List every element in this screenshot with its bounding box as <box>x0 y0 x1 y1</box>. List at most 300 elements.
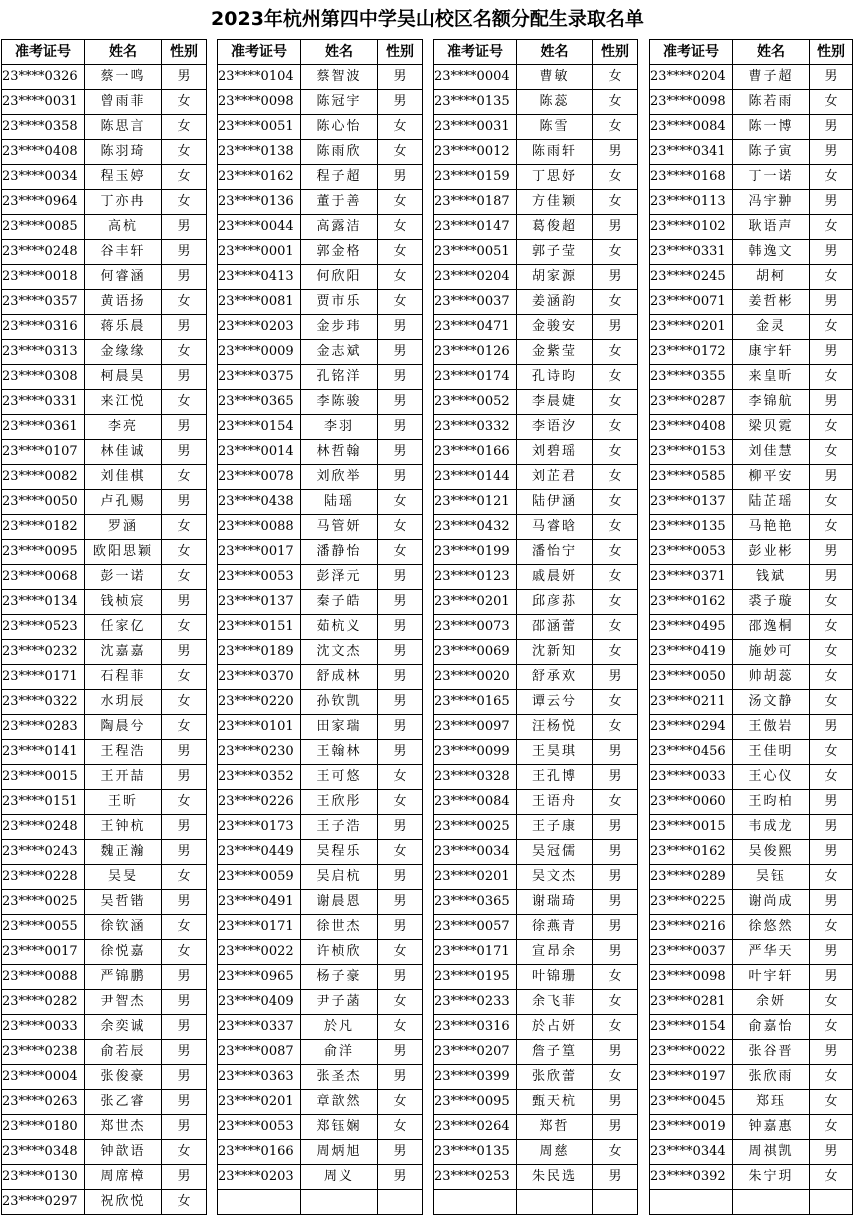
exam-id-cell: 23****0025 <box>2 890 85 915</box>
table-row <box>650 215 853 240</box>
table-row <box>2 1090 207 1115</box>
name-cell: 陈思言 <box>85 115 162 140</box>
header-gender: 性别 <box>593 40 638 65</box>
gender-cell: 女 <box>593 190 638 215</box>
table-row <box>650 1040 853 1065</box>
header-name: 姓名 <box>517 40 593 65</box>
name-cell: 魏正瀚 <box>85 840 162 865</box>
table-row <box>650 765 853 790</box>
exam-id-cell: 23****0033 <box>650 765 733 790</box>
gender-cell: 男 <box>378 1140 423 1165</box>
table-row <box>434 340 638 365</box>
exam-id-cell: 23****0085 <box>2 215 85 240</box>
table-row <box>650 640 853 665</box>
table-row <box>218 815 423 840</box>
name-cell: 李陈骏 <box>301 390 378 415</box>
table-row <box>218 940 423 965</box>
table-row <box>2 1140 207 1165</box>
gender-cell: 男 <box>162 590 207 615</box>
name-cell: 严华天 <box>733 940 810 965</box>
exam-id-cell: 23****0313 <box>2 340 85 365</box>
gender-cell: 男 <box>162 1165 207 1190</box>
table-row <box>2 390 207 415</box>
table-row <box>2 490 207 515</box>
gender-cell: 男 <box>378 415 423 440</box>
exam-id-cell: 23****0216 <box>650 915 733 940</box>
table-row <box>2 1190 207 1215</box>
gender-cell: 女 <box>378 940 423 965</box>
name-cell: 於占妍 <box>517 1015 593 1040</box>
table-row <box>650 940 853 965</box>
gender-cell: 女 <box>162 340 207 365</box>
table-row <box>2 665 207 690</box>
table-row <box>434 515 638 540</box>
gender-cell: 女 <box>378 290 423 315</box>
exam-id-cell: 23****0154 <box>218 415 301 440</box>
table-row <box>218 1065 423 1090</box>
name-cell: 王语舟 <box>517 790 593 815</box>
table-row <box>2 565 207 590</box>
gender-cell: 女 <box>593 690 638 715</box>
gender-cell: 男 <box>810 790 853 815</box>
name-cell: 叶宇轩 <box>733 965 810 990</box>
exam-id-cell: 23****0053 <box>218 565 301 590</box>
exam-id-cell: 23****0017 <box>2 940 85 965</box>
gender-cell: 男 <box>162 640 207 665</box>
exam-id-cell: 23****0088 <box>218 515 301 540</box>
exam-id-cell: 23****0297 <box>2 1190 85 1215</box>
exam-id-cell: 23****0044 <box>218 215 301 240</box>
name-cell: 周席樟 <box>85 1165 162 1190</box>
table-row <box>2 940 207 965</box>
name-cell: 李亮 <box>85 415 162 440</box>
header-gender: 性别 <box>162 40 207 65</box>
name-cell: 姜哲彬 <box>733 290 810 315</box>
gender-cell: 男 <box>162 415 207 440</box>
name-cell: 丁亦冉 <box>85 190 162 215</box>
name-cell: 杨子豪 <box>301 965 378 990</box>
exam-id-cell: 23****0965 <box>218 965 301 990</box>
name-cell: 彭业彬 <box>733 540 810 565</box>
name-cell: 耿语声 <box>733 215 810 240</box>
gender-cell: 男 <box>593 890 638 915</box>
exam-id-cell: 23****0078 <box>218 465 301 490</box>
name-cell: 程子超 <box>301 165 378 190</box>
name-cell: 吴文杰 <box>517 865 593 890</box>
table-row <box>434 290 638 315</box>
table-row <box>2 1115 207 1140</box>
header-exam-id: 准考证号 <box>650 40 733 65</box>
name-cell: 谷丰轩 <box>85 240 162 265</box>
exam-id-cell: 23****0107 <box>2 440 85 465</box>
roster-table-4 <box>649 39 853 1215</box>
table-row <box>2 590 207 615</box>
exam-id-cell: 23****0144 <box>434 465 517 490</box>
name-cell: 沈新知 <box>517 640 593 665</box>
name-cell: 徐燕青 <box>517 915 593 940</box>
exam-id-cell: 23****0189 <box>218 640 301 665</box>
exam-id-cell: 23****0012 <box>434 140 517 165</box>
table-row <box>434 1015 638 1040</box>
table-row <box>650 390 853 415</box>
exam-id-cell: 23****0471 <box>434 315 517 340</box>
gender-cell: 女 <box>593 965 638 990</box>
exam-id-cell: 23****0201 <box>650 315 733 340</box>
name-cell: 彭泽元 <box>301 565 378 590</box>
table-row <box>218 1140 423 1165</box>
gender-cell: 女 <box>593 390 638 415</box>
exam-id-cell: 23****0102 <box>650 215 733 240</box>
table-row <box>2 165 207 190</box>
exam-id-cell: 23****0135 <box>650 515 733 540</box>
table-row <box>650 615 853 640</box>
gender-cell: 男 <box>810 115 853 140</box>
table-row <box>218 415 423 440</box>
gender-cell: 男 <box>162 740 207 765</box>
table-row <box>2 265 207 290</box>
gender-cell: 女 <box>162 865 207 890</box>
table-row <box>2 440 207 465</box>
name-cell: 王程浩 <box>85 740 162 765</box>
exam-id-cell: 23****0095 <box>434 1090 517 1115</box>
name-cell: 叶锦珊 <box>517 965 593 990</box>
name-cell: 陈羽琦 <box>85 140 162 165</box>
gender-cell: 男 <box>810 190 853 215</box>
gender-cell: 男 <box>162 490 207 515</box>
name-cell: 丁一诺 <box>733 165 810 190</box>
gender-cell: 男 <box>810 340 853 365</box>
gender-cell: 女 <box>810 365 853 390</box>
header-name: 姓名 <box>733 40 810 65</box>
name-cell: 裘子璇 <box>733 590 810 615</box>
exam-id-cell: 23****0225 <box>650 890 733 915</box>
gender-cell: 男 <box>810 815 853 840</box>
name-cell: 郭金格 <box>301 240 378 265</box>
gender-cell: 女 <box>593 1015 638 1040</box>
table-row <box>650 1190 853 1215</box>
name-cell: 蔡智波 <box>301 65 378 90</box>
table-row <box>434 590 638 615</box>
exam-id-cell: 23****0147 <box>434 215 517 240</box>
name-cell: 方佳颖 <box>517 190 593 215</box>
table-row <box>650 1165 853 1190</box>
name-cell: 甄天杭 <box>517 1090 593 1115</box>
table-row <box>218 315 423 340</box>
table-row <box>218 65 423 90</box>
table-row <box>2 865 207 890</box>
exam-id-cell: 23****0022 <box>650 1040 733 1065</box>
table-row <box>434 190 638 215</box>
name-cell: 高杭 <box>85 215 162 240</box>
name-cell: 周慈 <box>517 1140 593 1165</box>
exam-id-cell: 23****0033 <box>2 1015 85 1040</box>
name-cell: 沈嘉嘉 <box>85 640 162 665</box>
name-cell: 陈子寅 <box>733 140 810 165</box>
gender-cell: 男 <box>810 290 853 315</box>
exam-id-cell: 23****0009 <box>218 340 301 365</box>
table-row <box>218 340 423 365</box>
gender-cell: 女 <box>810 315 853 340</box>
gender-cell: 男 <box>378 915 423 940</box>
gender-cell: 女 <box>378 115 423 140</box>
gender-cell: 男 <box>162 1115 207 1140</box>
gender-cell: 男 <box>162 1090 207 1115</box>
roster-body <box>2 65 207 1215</box>
table-row <box>434 1165 638 1190</box>
name-cell: 尹子菡 <box>301 990 378 1015</box>
name-cell: 刘佳慧 <box>733 440 810 465</box>
name-cell: 王钟杭 <box>85 815 162 840</box>
exam-id-cell: 23****0456 <box>650 740 733 765</box>
gender-cell: 男 <box>378 65 423 90</box>
exam-id-cell: 23****0370 <box>218 665 301 690</box>
table-row <box>650 290 853 315</box>
exam-id-cell: 23****0331 <box>2 390 85 415</box>
exam-id-cell: 23****0050 <box>650 665 733 690</box>
table-row <box>2 990 207 1015</box>
table-row <box>218 1040 423 1065</box>
gender-cell: 女 <box>810 515 853 540</box>
exam-id-cell: 23****0358 <box>2 115 85 140</box>
exam-id-cell: 23****0073 <box>434 615 517 640</box>
gender-cell: 男 <box>593 740 638 765</box>
name-cell: 郑珏 <box>733 1090 810 1115</box>
table-row <box>2 140 207 165</box>
header-exam-id: 准考证号 <box>434 40 517 65</box>
name-cell: 吴哲锴 <box>85 890 162 915</box>
gender-cell: 男 <box>593 815 638 840</box>
name-cell: 孔铭洋 <box>301 365 378 390</box>
gender-cell: 男 <box>810 65 853 90</box>
table-row <box>434 1140 638 1165</box>
table-row <box>650 1115 853 1140</box>
name-cell: 陈雨欣 <box>301 140 378 165</box>
exam-id-cell: 23****0361 <box>2 415 85 440</box>
gender-cell: 女 <box>593 715 638 740</box>
gender-cell: 男 <box>162 215 207 240</box>
gender-cell: 男 <box>378 715 423 740</box>
header-name: 姓名 <box>301 40 378 65</box>
table-row <box>434 815 638 840</box>
gender-cell <box>593 1190 638 1215</box>
name-cell: 王孔博 <box>517 765 593 790</box>
table-row <box>434 640 638 665</box>
table-row <box>650 140 853 165</box>
name-cell: 黄语扬 <box>85 290 162 315</box>
gender-cell: 女 <box>378 515 423 540</box>
table-row <box>434 740 638 765</box>
name-cell: 吴旻 <box>85 865 162 890</box>
table-row <box>434 215 638 240</box>
table-row <box>434 415 638 440</box>
table-row <box>2 215 207 240</box>
gender-cell: 女 <box>162 515 207 540</box>
exam-id-cell: 23****0203 <box>218 1165 301 1190</box>
gender-cell: 女 <box>810 1165 853 1190</box>
table-row <box>2 890 207 915</box>
gender-cell: 男 <box>810 965 853 990</box>
name-cell: 朱民选 <box>517 1165 593 1190</box>
exam-id-cell: 23****0095 <box>2 540 85 565</box>
exam-id-cell: 23****0068 <box>2 565 85 590</box>
exam-id-cell: 23****0060 <box>650 790 733 815</box>
exam-id-cell: 23****0052 <box>434 390 517 415</box>
name-cell: 谢尚成 <box>733 890 810 915</box>
name-cell: 罗涵 <box>85 515 162 540</box>
gender-cell: 男 <box>378 690 423 715</box>
table-row <box>650 490 853 515</box>
table-row <box>2 540 207 565</box>
name-cell: 严锦鹏 <box>85 965 162 990</box>
name-cell: 任家亿 <box>85 615 162 640</box>
table-row <box>650 665 853 690</box>
name-cell: 徐悦嘉 <box>85 940 162 965</box>
gender-cell: 女 <box>378 140 423 165</box>
exam-id-cell: 23****0294 <box>650 715 733 740</box>
gender-cell: 女 <box>378 265 423 290</box>
name-cell: 徐世杰 <box>301 915 378 940</box>
gender-cell: 男 <box>593 215 638 240</box>
table-row <box>2 765 207 790</box>
exam-id-cell: 23****0059 <box>218 865 301 890</box>
gender-cell: 男 <box>378 615 423 640</box>
table-row <box>218 440 423 465</box>
name-cell: 陆芷瑶 <box>733 490 810 515</box>
table-row <box>218 190 423 215</box>
exam-id-cell: 23****0283 <box>2 715 85 740</box>
exam-id-cell: 23****0352 <box>218 765 301 790</box>
exam-id-cell: 23****0264 <box>434 1115 517 1140</box>
exam-id-cell: 23****0069 <box>434 640 517 665</box>
exam-id-cell: 23****0015 <box>650 815 733 840</box>
gender-cell: 女 <box>810 615 853 640</box>
name-cell: 董于善 <box>301 190 378 215</box>
table-row <box>2 965 207 990</box>
table-row <box>218 240 423 265</box>
gender-cell: 男 <box>593 140 638 165</box>
table-row <box>650 565 853 590</box>
name-cell: 茹杭义 <box>301 615 378 640</box>
name-cell: 郑世杰 <box>85 1115 162 1140</box>
gender-cell: 女 <box>378 215 423 240</box>
roster-body <box>650 65 853 1215</box>
gender-cell: 女 <box>162 390 207 415</box>
gender-cell: 女 <box>810 415 853 440</box>
name-cell: 吴冠儒 <box>517 840 593 865</box>
exam-id-cell: 23****0057 <box>434 915 517 940</box>
name-cell: 舒承欢 <box>517 665 593 690</box>
table-row <box>218 115 423 140</box>
exam-id-cell: 23****0409 <box>218 990 301 1015</box>
name-cell: 石程菲 <box>85 665 162 690</box>
name-cell: 郭子莹 <box>517 240 593 265</box>
gender-cell: 女 <box>593 640 638 665</box>
name-cell: 柳平安 <box>733 465 810 490</box>
table-row <box>218 515 423 540</box>
gender-cell: 男 <box>810 840 853 865</box>
exam-id-cell: 23****0159 <box>434 165 517 190</box>
exam-id-cell: 23****0308 <box>2 365 85 390</box>
table-row <box>650 90 853 115</box>
gender-cell: 女 <box>810 865 853 890</box>
exam-id-cell: 23****0408 <box>650 415 733 440</box>
gender-cell: 女 <box>378 1015 423 1040</box>
gender-cell: 女 <box>810 765 853 790</box>
gender-cell: 女 <box>810 665 853 690</box>
gender-cell: 女 <box>162 290 207 315</box>
gender-cell: 男 <box>378 365 423 390</box>
exam-id-cell: 23****0098 <box>650 965 733 990</box>
exam-id-cell: 23****0201 <box>434 865 517 890</box>
gender-cell: 女 <box>593 440 638 465</box>
gender-cell: 女 <box>593 490 638 515</box>
name-cell: 金步玮 <box>301 315 378 340</box>
gender-cell: 女 <box>593 565 638 590</box>
table-row <box>650 890 853 915</box>
gender-cell: 女 <box>810 915 853 940</box>
table-row <box>650 515 853 540</box>
gender-cell: 男 <box>593 1090 638 1115</box>
table-row <box>434 465 638 490</box>
name-cell: 彭一诺 <box>85 565 162 590</box>
gender-cell: 男 <box>810 390 853 415</box>
table-row <box>650 265 853 290</box>
exam-id-cell: 23****0232 <box>2 640 85 665</box>
table-row <box>218 865 423 890</box>
table-row <box>650 715 853 740</box>
exam-id-cell: 23****0375 <box>218 365 301 390</box>
exam-id-cell: 23****0084 <box>650 115 733 140</box>
exam-id-cell: 23****0151 <box>218 615 301 640</box>
exam-id-cell <box>218 1190 301 1215</box>
exam-id-cell: 23****0182 <box>2 515 85 540</box>
table-row <box>434 490 638 515</box>
name-cell: 葛俊超 <box>517 215 593 240</box>
gender-cell: 女 <box>378 190 423 215</box>
name-cell: 程玉婷 <box>85 165 162 190</box>
name-cell: 帅胡蕊 <box>733 665 810 690</box>
exam-id-cell: 23****0316 <box>2 315 85 340</box>
exam-id-cell: 23****0071 <box>650 290 733 315</box>
table-row <box>2 915 207 940</box>
name-cell: 周祺凯 <box>733 1140 810 1165</box>
gender-cell: 男 <box>378 165 423 190</box>
name-cell: 刘佳棋 <box>85 465 162 490</box>
name-cell: 戚晨妍 <box>517 565 593 590</box>
table-row <box>218 740 423 765</box>
table-row <box>218 790 423 815</box>
exam-id-cell: 23****0964 <box>2 190 85 215</box>
table-row <box>218 140 423 165</box>
exam-id-cell: 23****0031 <box>2 90 85 115</box>
exam-id-cell: 23****0037 <box>650 940 733 965</box>
table-row <box>218 1165 423 1190</box>
exam-id-cell: 23****0141 <box>2 740 85 765</box>
name-cell: 水玥辰 <box>85 690 162 715</box>
name-cell: 秦子皓 <box>301 590 378 615</box>
gender-cell: 女 <box>593 1065 638 1090</box>
exam-id-cell: 23****0130 <box>2 1165 85 1190</box>
name-cell: 蔡一鸣 <box>85 65 162 90</box>
gender-cell: 女 <box>593 340 638 365</box>
name-cell: 蒋乐晨 <box>85 315 162 340</box>
exam-id-cell: 23****0171 <box>2 665 85 690</box>
name-cell: 何睿涵 <box>85 265 162 290</box>
exam-id-cell: 23****0004 <box>434 65 517 90</box>
gender-cell: 女 <box>162 940 207 965</box>
table-row <box>2 65 207 90</box>
exam-id-cell: 23****0187 <box>434 190 517 215</box>
